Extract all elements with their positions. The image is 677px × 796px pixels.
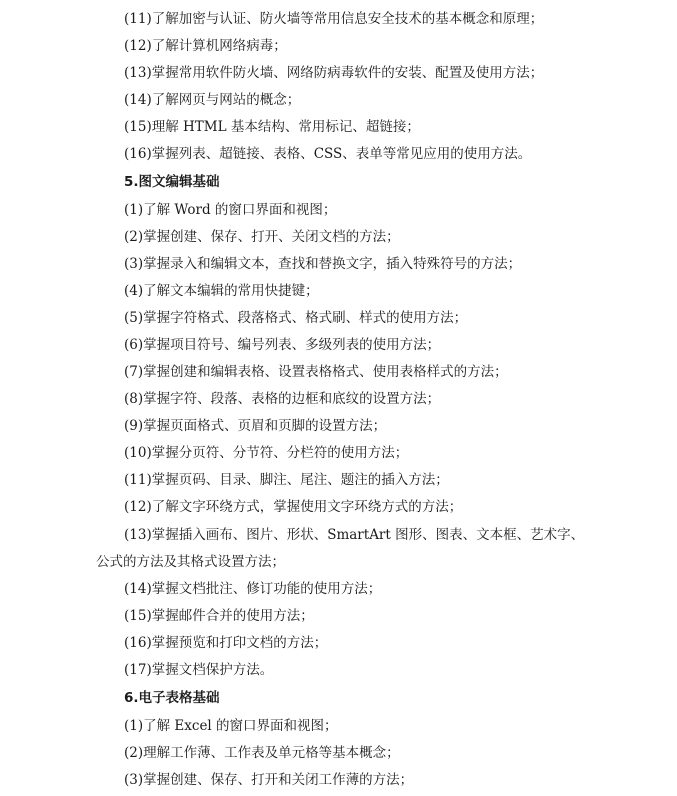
- list-item: (12)了解文字环绕方式，掌握使用文字环绕方式的方法；: [124, 499, 463, 515]
- list-item: (2)掌握创建、保存、打开、关闭文档的方法；: [124, 229, 400, 245]
- section-heading: 5.图文编辑基础: [124, 174, 220, 190]
- list-item: (8)掌握字符、段落、表格的边框和底纹的设置方法；: [124, 391, 441, 407]
- list-item: (5)掌握字符格式、段落格式、格式刷、样式的使用方法；: [124, 310, 468, 326]
- list-item: (12)了解计算机网络病毒；: [124, 38, 287, 54]
- section-heading: 6.电子表格基础: [124, 690, 220, 706]
- list-item: (13)掌握插入画布、图片、形状、SmartArt 图形、图表、文本框、艺术字、: [124, 527, 585, 543]
- list-item: (17)掌握文档保护方法。: [124, 662, 274, 678]
- list-item-continuation: 公式的方法及其格式设置方法；: [96, 554, 285, 570]
- list-item: (16)掌握列表、超链接、表格、CSS、表单等常见应用的使用方法。: [124, 146, 532, 162]
- list-item: (1)了解 Excel 的窗口界面和视图；: [124, 718, 338, 734]
- list-item: (16)掌握预览和打印文档的方法；: [124, 635, 328, 651]
- list-item: (14)掌握文档批注、修订功能的使用方法；: [124, 581, 382, 597]
- list-item: (3)掌握录入和编辑文本，查找和替换文字，插入特殊符号的方法；: [124, 256, 522, 272]
- list-item: (10)掌握分页符、分节符、分栏符的使用方法；: [124, 445, 409, 461]
- list-item: (15)理解 HTML 基本结构、常用标记、超链接；: [124, 119, 420, 135]
- list-item: (13)掌握常用软件防火墙、网络防病毒软件的安装、配置及使用方法；: [124, 65, 544, 81]
- list-item: (11)了解加密与认证、防火墙等常用信息安全技术的基本概念和原理；: [124, 11, 544, 27]
- list-item: (15)掌握邮件合并的使用方法；: [124, 608, 314, 624]
- list-item: (14)了解网页与网站的概念；: [124, 92, 301, 108]
- list-item: (11)掌握页码、目录、脚注、尾注、题注的插入方法；: [124, 472, 449, 488]
- list-item: (1)了解 Word 的窗口界面和视图；: [124, 202, 337, 218]
- list-item: (9)掌握页面格式、页眉和页脚的设置方法；: [124, 418, 387, 434]
- list-item: (4)了解文本编辑的常用快捷键；: [124, 283, 319, 299]
- list-item: (6)掌握项目符号、编号列表、多级列表的使用方法；: [124, 337, 441, 353]
- list-item: (2)理解工作薄、工作表及单元格等基本概念；: [124, 745, 400, 761]
- list-item: (3)掌握创建、保存、打开和关闭工作薄的方法；: [124, 772, 414, 788]
- list-item: (7)掌握创建和编辑表格、设置表格格式、使用表格样式的方法；: [124, 364, 508, 380]
